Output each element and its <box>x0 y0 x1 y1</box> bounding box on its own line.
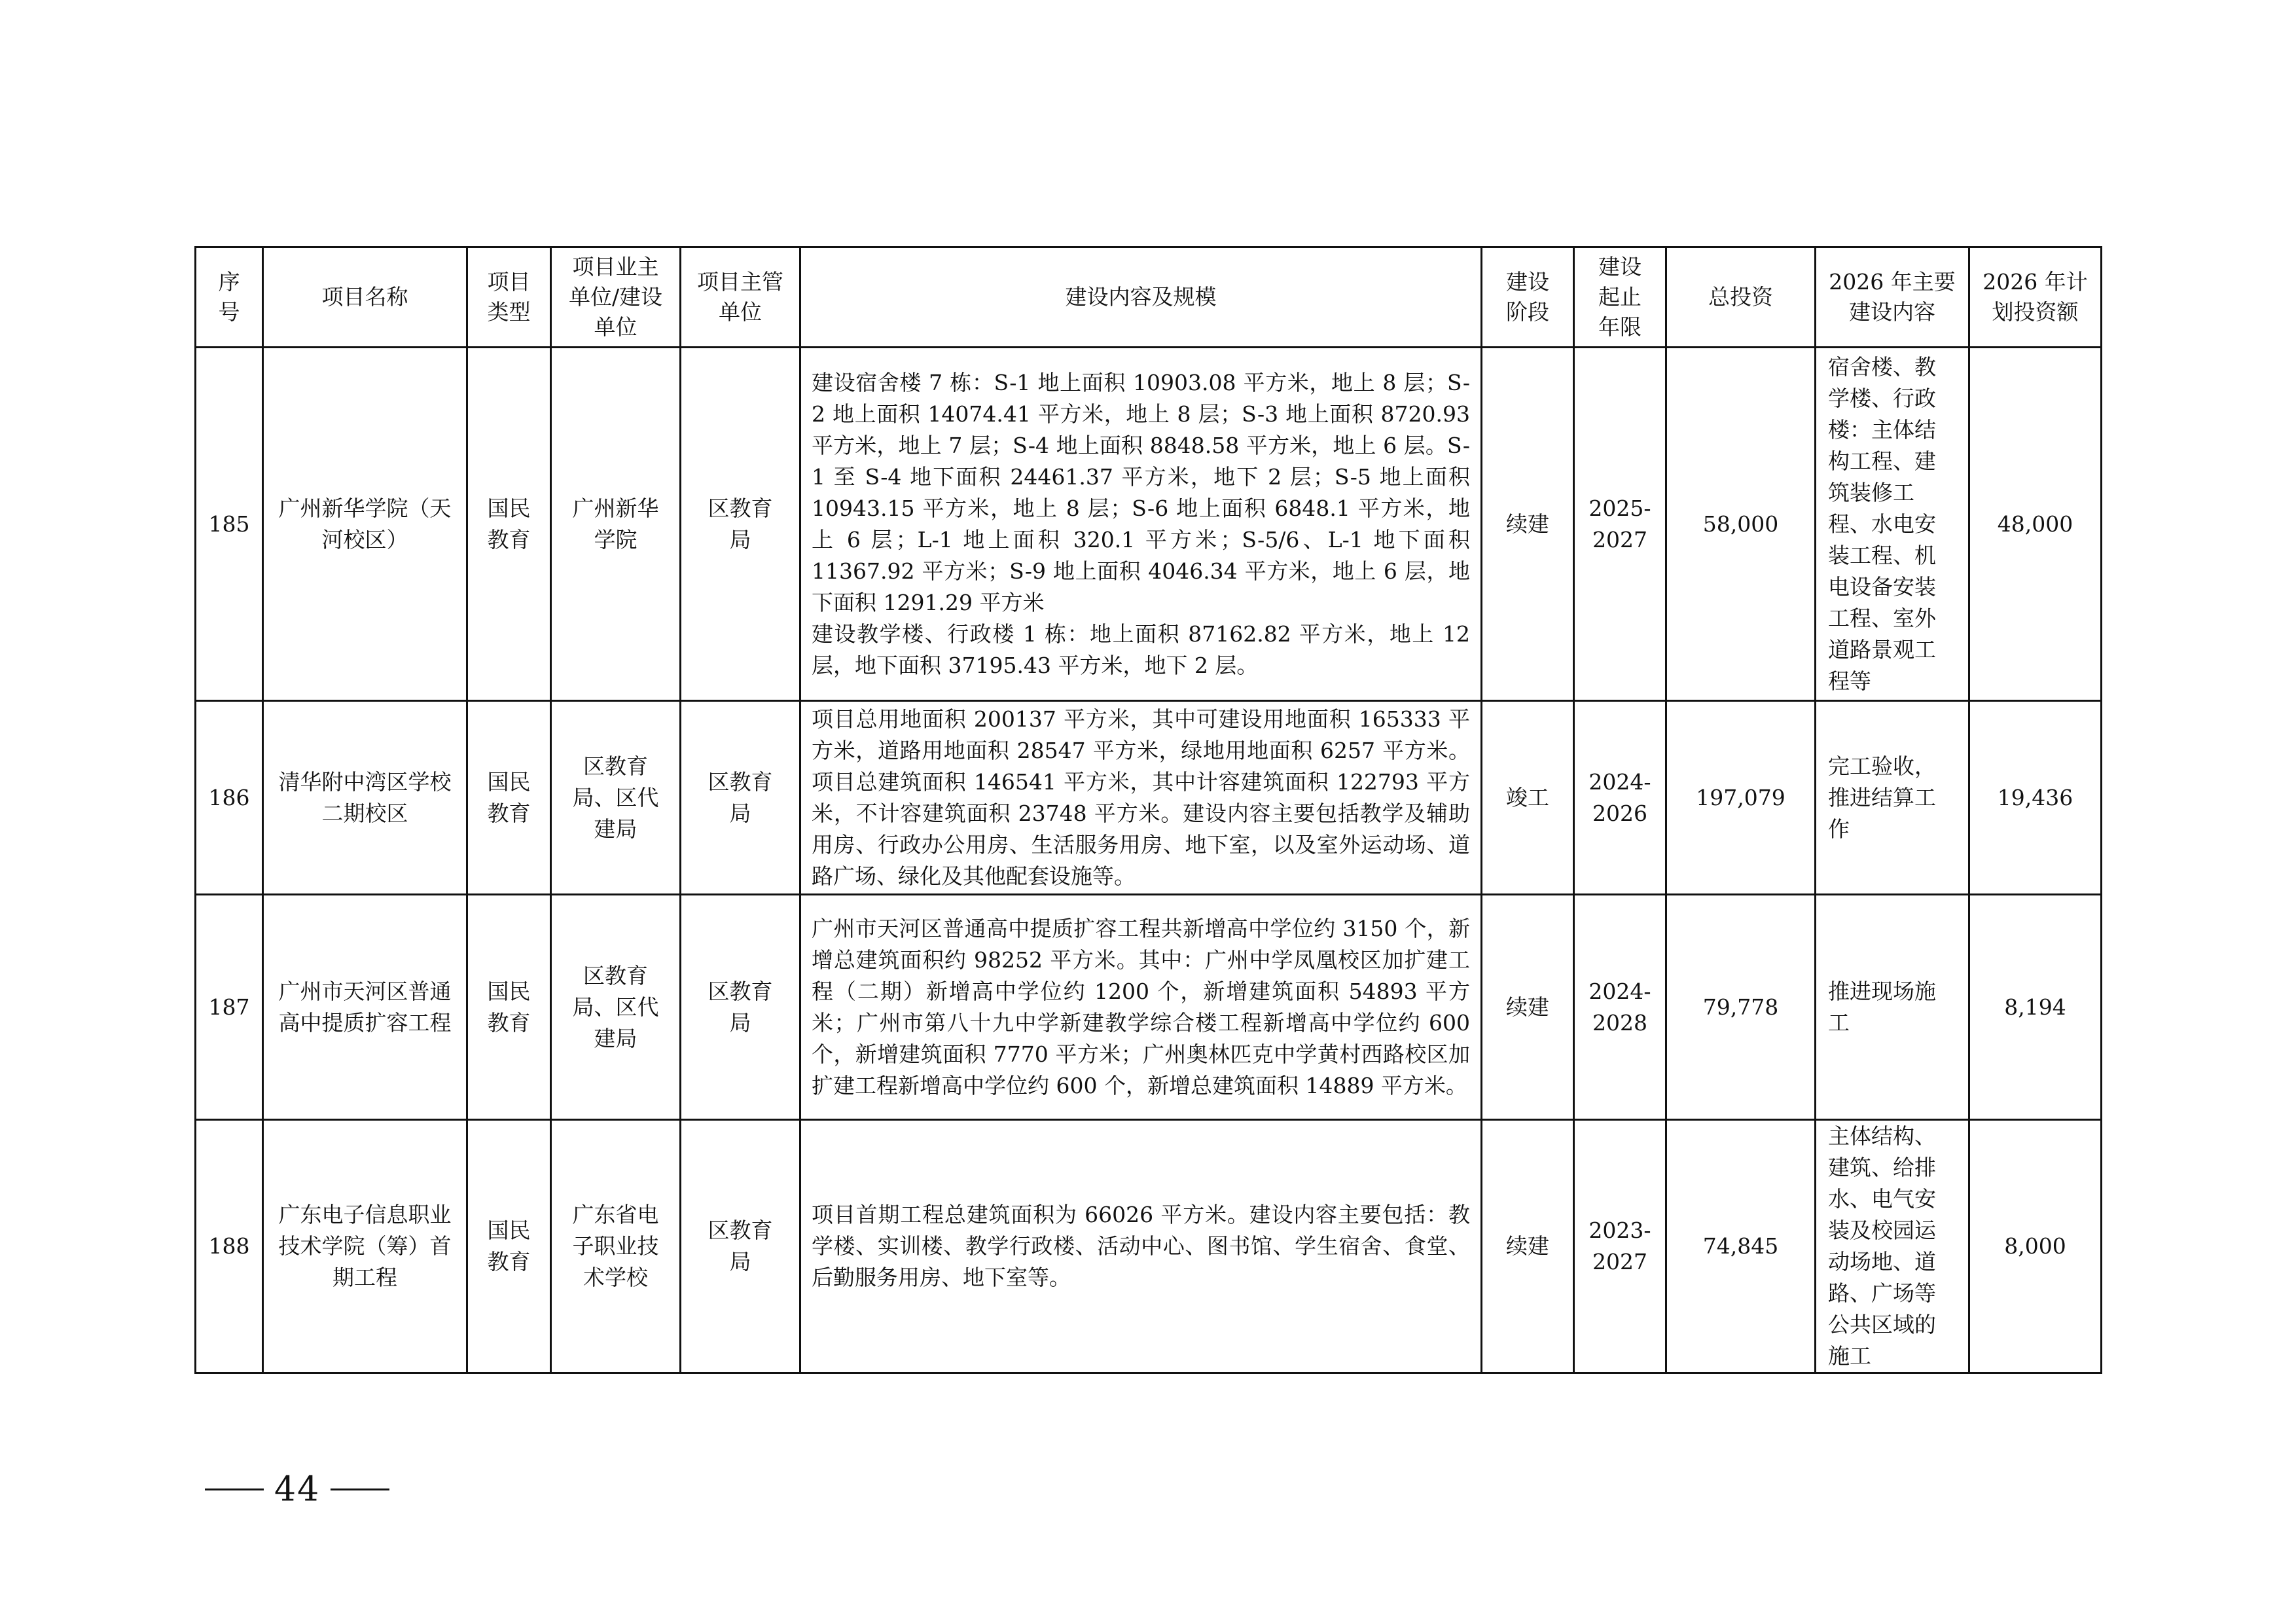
footer-dash-right <box>331 1489 389 1490</box>
cell-owner-unit: 广州新华学院 <box>551 348 681 701</box>
cell-project-type: 国民教育 <box>467 1120 551 1373</box>
content-paragraph: 建设宿舍楼 7 栋：S-1 地上面积 10903.08 平方米，地上 8 层；S-2 地上面积 14074.41 平方米，地上 8 层；S-3 地上面积 8720.93 平方米，地上 7 层；S-4 地上面积 8848.58 平方米，地上 6 层。S-1 至 S-4 地下面积 24461.37 平方米，地下 2 层；S-5 地上面积 10943.15 平方米，地上 8 层；S-6 地上面积 6848.1 平方米，地上 6 层；L-1 地上面积 320.1 平方米；S-5/6、L-1 地下面积 11367.92 平方米；S-9 地上面积 4046.34 平方米，地上 6 层，地下面积 1291.29 平方米 <box>812 369 1470 615</box>
header-project-type: 项目类型 <box>467 247 551 348</box>
table-row <box>196 1120 2102 1373</box>
cell-stage: 续建 <box>1482 348 1574 701</box>
cell-project-name: 广东电子信息职业技术学院（筹）首期工程 <box>263 1120 467 1373</box>
cell-owner-unit: 区教育局、区代建局 <box>551 895 681 1120</box>
cell-period: 2024-2026 <box>1574 701 1666 895</box>
page-number: 44 <box>274 1470 321 1509</box>
content-paragraph: 建设教学楼、行政楼 1 栋：地上面积 87162.82 平方米，地上 12 层，地下面积 37195.43 平方米，地下 2 层。 <box>812 621 1470 678</box>
cell-project-type: 国民教育 <box>467 348 551 701</box>
cell-total-investment: 79,778 <box>1666 895 1816 1120</box>
cell-project-type: 国民教育 <box>467 701 551 895</box>
header-2026-main-content: 2026 年主要建设内容 <box>1816 247 1969 348</box>
cell-authority: 区教育局 <box>681 348 800 701</box>
cell-project-name: 清华附中湾区学校二期校区 <box>263 701 467 895</box>
table-row <box>196 895 2102 1120</box>
cell-2026-plan-investment: 19,436 <box>1969 701 2102 895</box>
cell-period: 2023-2027 <box>1574 1120 1666 1373</box>
header-owner-unit: 项目业主单位/建设单位 <box>551 247 681 348</box>
cell-content-scale <box>800 1120 1482 1373</box>
cell-content-scale <box>800 348 1482 701</box>
cell-content-scale <box>800 895 1482 1120</box>
project-table <box>194 246 2102 1374</box>
header-2026-plan-investment: 2026 年计划投资额 <box>1969 247 2102 348</box>
content-paragraph: 广州市天河区普通高中提质扩容工程共新增高中学位约 3150 个，新增总建筑面积约 98252 平方米。其中：广州中学凤凰校区加扩建工程（二期）新增高中学位约 1200 个，新增建筑面积 54893 平方米；广州市第八十九中学新建教学综合楼工程新增高中学位约 600 个，新增建筑面积 7770 平方米；广州奥林匹克中学黄村西路校区加扩建工程新增高中学位约 600 个，新增总建筑面积 14889 平方米。 <box>812 915 1470 1098</box>
cell-project-type: 国民教育 <box>467 895 551 1120</box>
cell-2026-main-content: 宿舍楼、教学楼、行政楼：主体结构工程、建筑装修工程、水电安装工程、机电设备安装工程、室外道路景观工程等 <box>1816 348 1969 701</box>
cell-period: 2025-2027 <box>1574 348 1666 701</box>
footer-dash-left <box>205 1489 264 1490</box>
cell-seq: 186 <box>196 701 263 895</box>
content-paragraph: 项目首期工程总建筑面积为 66026 平方米。建设内容主要包括：教学楼、实训楼、教学行政楼、活动中心、图书馆、学生宿舍、食堂、后勤服务用房、地下室等。 <box>812 1202 1470 1290</box>
page-number-footer <box>194 1468 400 1509</box>
cell-2026-plan-investment: 8,194 <box>1969 895 2102 1120</box>
cell-seq: 187 <box>196 895 263 1120</box>
cell-2026-plan-investment: 48,000 <box>1969 348 2102 701</box>
cell-project-name: 广州市天河区普通高中提质扩容工程 <box>263 895 467 1120</box>
header-period: 建设起止年限 <box>1574 247 1666 348</box>
header-seq: 序号 <box>196 247 263 348</box>
cell-owner-unit: 广东省电子职业技术学校 <box>551 1120 681 1373</box>
cell-seq: 185 <box>196 348 263 701</box>
cell-content-scale <box>800 701 1482 895</box>
cell-stage: 续建 <box>1482 895 1574 1120</box>
table-header-row <box>196 247 2102 348</box>
cell-total-investment: 74,845 <box>1666 1120 1816 1373</box>
cell-project-name: 广州新华学院（天河校区） <box>263 348 467 701</box>
cell-seq: 188 <box>196 1120 263 1373</box>
cell-total-investment: 197,079 <box>1666 701 1816 895</box>
cell-period: 2024-2028 <box>1574 895 1666 1120</box>
cell-2026-plan-investment: 8,000 <box>1969 1120 2102 1373</box>
cell-authority: 区教育局 <box>681 701 800 895</box>
cell-authority: 区教育局 <box>681 895 800 1120</box>
cell-total-investment: 58,000 <box>1666 348 1816 701</box>
header-total-investment: 总投资 <box>1666 247 1816 348</box>
cell-2026-main-content: 完工验收，推进结算工作 <box>1816 701 1969 895</box>
header-content-scale: 建设内容及规模 <box>800 247 1482 348</box>
cell-2026-main-content: 推进现场施工 <box>1816 895 1969 1120</box>
cell-stage: 续建 <box>1482 1120 1574 1373</box>
cell-2026-main-content: 主体结构、建筑、给排水、电气安装及校园运动场地、道路、广场等公共区域的施工 <box>1816 1120 1969 1373</box>
cell-authority: 区教育局 <box>681 1120 800 1373</box>
table-row <box>196 348 2102 701</box>
cell-stage: 竣工 <box>1482 701 1574 895</box>
table-row <box>196 701 2102 895</box>
content-paragraph: 项目总用地面积 200137 平方米，其中可建设用地面积 165333 平方米，道路用地面积 28547 平方米，绿地用地面积 6257 平方米。项目总建筑面积 146541 平方米，其中计容建筑面积 122793 平方米，不计容建筑面积 23748 平方米。建设内容主要包括教学及辅助用房、行政办公用房、生活服务用房、地下室，以及室外运动场、道路广场、绿化及其他配套设施等。 <box>812 706 1470 889</box>
header-project-name: 项目名称 <box>263 247 467 348</box>
cell-owner-unit: 区教育局、区代建局 <box>551 701 681 895</box>
header-authority: 项目主管单位 <box>681 247 800 348</box>
header-stage: 建设阶段 <box>1482 247 1574 348</box>
